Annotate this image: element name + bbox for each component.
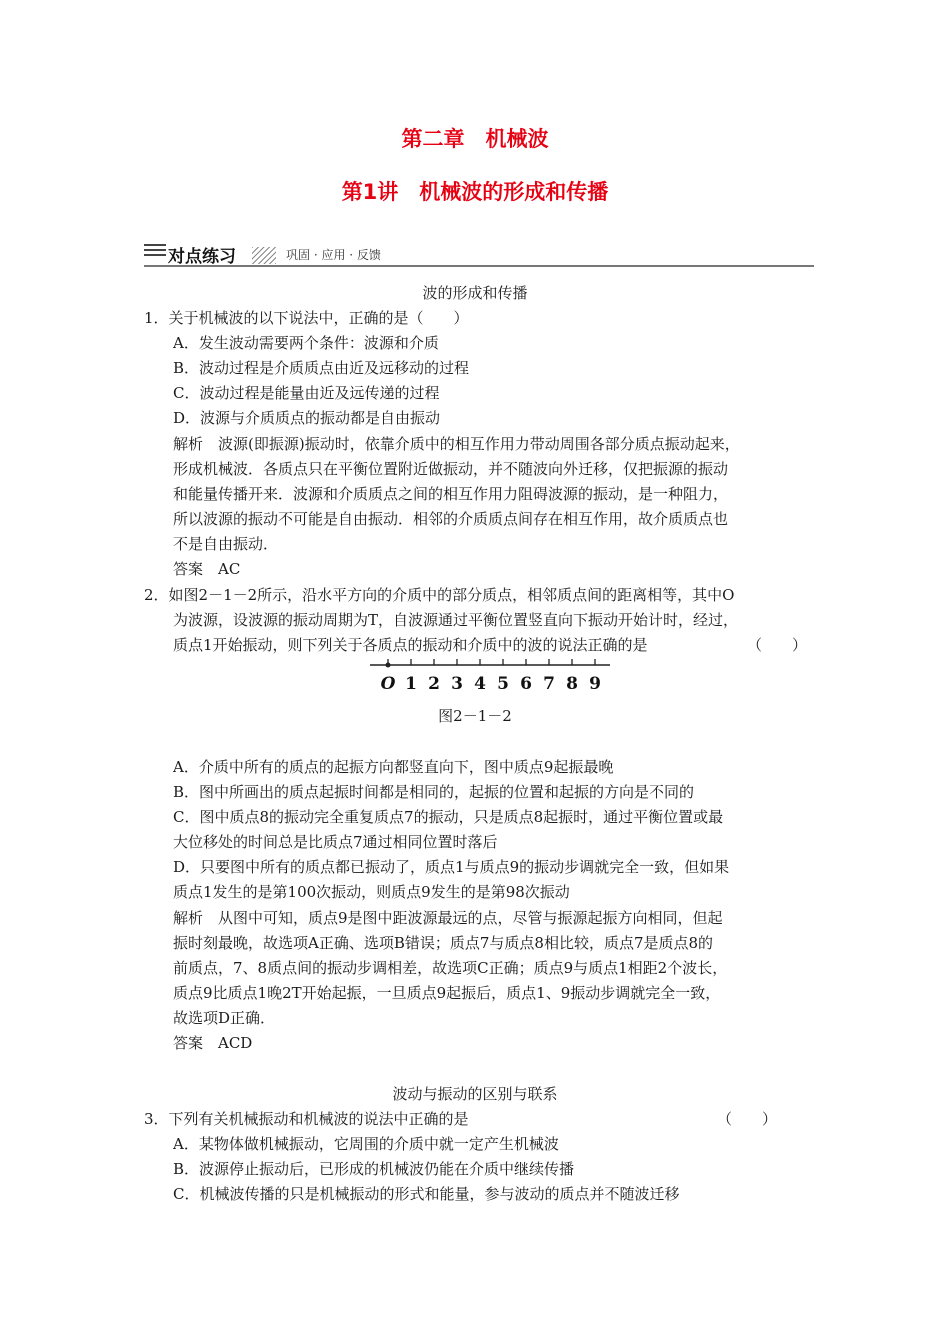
analysis-line: 形成机械波．各质点只在平衡位置附近做振动，并不随波向外迁移，仅把振源的振动 [173,460,729,478]
particle-line-svg [368,656,612,696]
option-d-cont: 质点1发生的是第100次振动，则质点9发生的是第98次振动 [173,883,570,901]
option-a: A．发生波动需要两个条件：波源和介质 [173,334,439,352]
section-header [144,241,814,267]
analysis-line: 前质点，7、8质点间的振动步调相差，故选项C正确；质点9与质点1相距2个波长， [173,959,728,977]
option-c-cont: 大位移处的时间总是比质点7通过相同位置时落后 [173,833,498,851]
option-b: B．波动过程是介质质点由近及远移动的过程 [173,359,470,377]
section-heading: 对点练习 [168,247,236,267]
option-a: A．某物体做机械振动，它周围的介质中就一定产生机械波 [173,1135,559,1153]
analysis-line: 解析 波源(即振源)振动时，依靠介质中的相互作用力带动周围各部分质点振动起来， [173,435,740,453]
figure-caption: 图2－1－2 [438,707,512,725]
question-stem: 质点1开始振动，则下列关于各质点的振动和介质中的波的说法正确的是 [173,636,648,654]
particle-label: 2 [428,674,440,694]
question-stem: 为波源，设波源的振动周期为T，自波源通过平衡位置竖直向下振动开始计时，经过， [173,611,739,629]
answer: 答案 AC [173,560,241,578]
answer-blank: （ ） [717,1110,778,1128]
particle-label: 1 [405,674,417,694]
section-subtitle: 巩固 · 应用 · 反馈 [286,248,381,262]
particle-label: 7 [543,674,555,694]
answer: 答案 ACD [173,1034,253,1052]
wave-source-dot [386,663,391,668]
particle-label: O [380,674,396,694]
answer-blank: （ ） [747,636,808,654]
particle-label: 6 [520,674,532,694]
particle-label: 5 [497,674,509,694]
analysis-line: 故选项D正确． [173,1009,276,1027]
analysis-line: 质点9比质点1晚2T开始起振，一旦质点9起振后，质点1、9振动步调就完全一致， [173,984,721,1002]
option-d: D．只要图中所有的质点都已振动了，质点1与质点9的振动步调就完全一致，但如果 [173,858,730,876]
option-d: D．波源与介质质点的振动都是自由振动 [173,409,441,427]
topic-heading: 波动与振动的区别与联系 [392,1085,558,1103]
chapter-title: 第二章 机械波 [401,127,549,151]
particle-label: 3 [451,674,463,694]
particle-label: 4 [474,674,486,694]
option-b: B．图中所画出的质点起振时间都是相同的，起振的位置和起振的方向是不同的 [173,783,695,801]
analysis-line: 振时刻最晚，故选项A正确、选项B错误；质点7与质点8相比较，质点7是质点8的 [173,934,714,952]
option-b: B．波源停止振动后，已形成的机械波仍能在介质中继续传播 [173,1160,575,1178]
question-stem: 3．下列有关机械振动和机械波的说法中正确的是 [144,1110,469,1128]
option-c: C．图中质点8的振动完全重复质点7的振动，只是质点8起振时，通过平衡位置或最 [173,808,724,826]
analysis-line: 解析 从图中可知，质点9是图中距波源最远的点，尽管与振源起振方向相同，但起 [173,909,723,927]
section-rule [144,265,814,267]
hatch-decoration [252,247,276,264]
particle-label: 9 [589,674,601,694]
particle-label: 8 [566,674,578,694]
analysis-line: 和能量传播开来．波源和介质质点之间的相互作用力阻碍波源的振动，是一种阻力， [173,485,729,503]
question-stem: 2．如图2－1－2所示，沿水平方向的介质中的部分质点，相邻质点间的距离相等，其中O [144,586,735,604]
particle-figure [368,656,612,696]
option-c: C．机械波传播的只是机械振动的形式和能量，参与波动的质点并不随波迁移 [173,1185,680,1203]
lesson-title: 第1讲 机械波的形成和传播 [341,180,609,204]
analysis-line: 所以波源的振动不可能是自由振动．相邻的介质质点间存在相互作用，故介质质点也 [173,510,729,528]
question-stem: 1．关于机械波的以下说法中，正确的是（ ） [144,309,469,327]
section-lines-icon [144,244,166,259]
option-a: A．介质中所有的质点的起振方向都竖直向下，图中质点9起振最晚 [173,758,614,776]
analysis-line: 不是自由振动． [173,535,279,553]
topic-heading: 波的形成和传播 [422,284,528,302]
option-c: C．波动过程是能量由近及远传递的过程 [173,384,440,402]
